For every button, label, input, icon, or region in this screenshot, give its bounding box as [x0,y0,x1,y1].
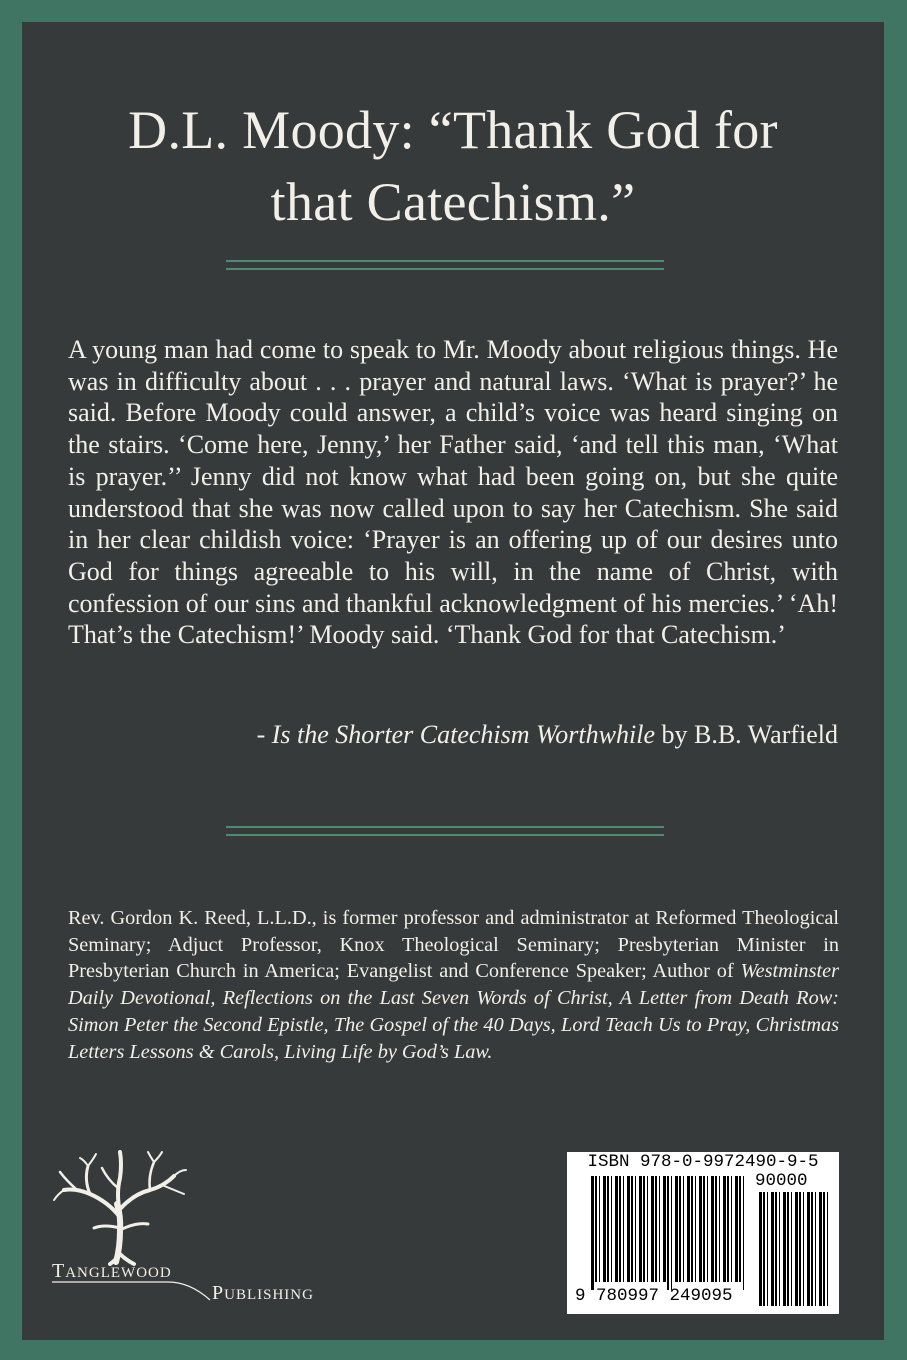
isbn-barcode [567,1152,839,1314]
publisher-logo [50,1150,314,1315]
top-divider [226,260,664,270]
author-bio [68,905,839,1065]
publisher-word1-initial: T [52,1260,66,1282]
attribution-prefix: - [256,720,272,749]
headline-line-1: D.L. Moody: “Thank God for [128,100,778,160]
publisher-word1-rest: ANGLEWOOD [65,1265,172,1281]
quote-attribution [257,719,838,751]
publisher-word2-initial: P [212,1282,225,1304]
headline [22,94,884,238]
ean-digits: 9 780997 249095 [575,1286,733,1306]
price-code: 90000 [755,1171,808,1191]
bio-intro: Rev. Gordon K. Reed, L.L.D., is former professor and administrator at Reformed Theological Seminary; Adjuct Professor, Knox Theological Seminary; Presbyterian Minister in Presbyterian Church in America; Evangelist and Conference Speaker; Author of [68,907,839,983]
middle-divider [226,826,664,836]
publisher-word2-rest: UBLISHING [224,1287,314,1303]
logo-underline [50,1150,300,1315]
isbn-text: ISBN 978-0-9972490-9-5 [587,1152,819,1172]
bio-works: Westminster Daily Devotional, Reflections on the Last Seven Words of Christ, A Letter from Death Row: Simon Peter the Second Epistle, The Gospel of the 40 Days, Lord Teach Us to Pray, Christmas Letters Lessons & Carols, Living Life by God’s Law. [68,960,839,1063]
attribution-author: by B.B. Warfield [654,720,838,749]
moody-quote: A young man had come to speak to Mr. Moody about religious things. He was in difficulty about . . . prayer and natural laws. ‘What is prayer?’ he said. Before Moody could answer, a child’s voice was heard singing on the stairs. ‘Come here, Jenny,’ her Father said, ‘and tell this man, ‘What is prayer.’’ Jenny did not know what had been going on, but she quite understood that she was now called upon to say her Catechism. She said in her clear childish voice: ‘Prayer is an offering up of our desires unto God for things agreeable to his will, in the name of Christ, with confession of our sins and thankful acknowledgment of his mercies.’ ‘Ah! That’s the Catechism!’ Moody said. ‘Thank God for that Catechism.’ [68,335,838,650]
headline-line-2: that Catechism.” [270,172,636,232]
back-cover [22,22,884,1340]
attribution-title: Is the Shorter Catechism Worthwhile [271,720,655,749]
